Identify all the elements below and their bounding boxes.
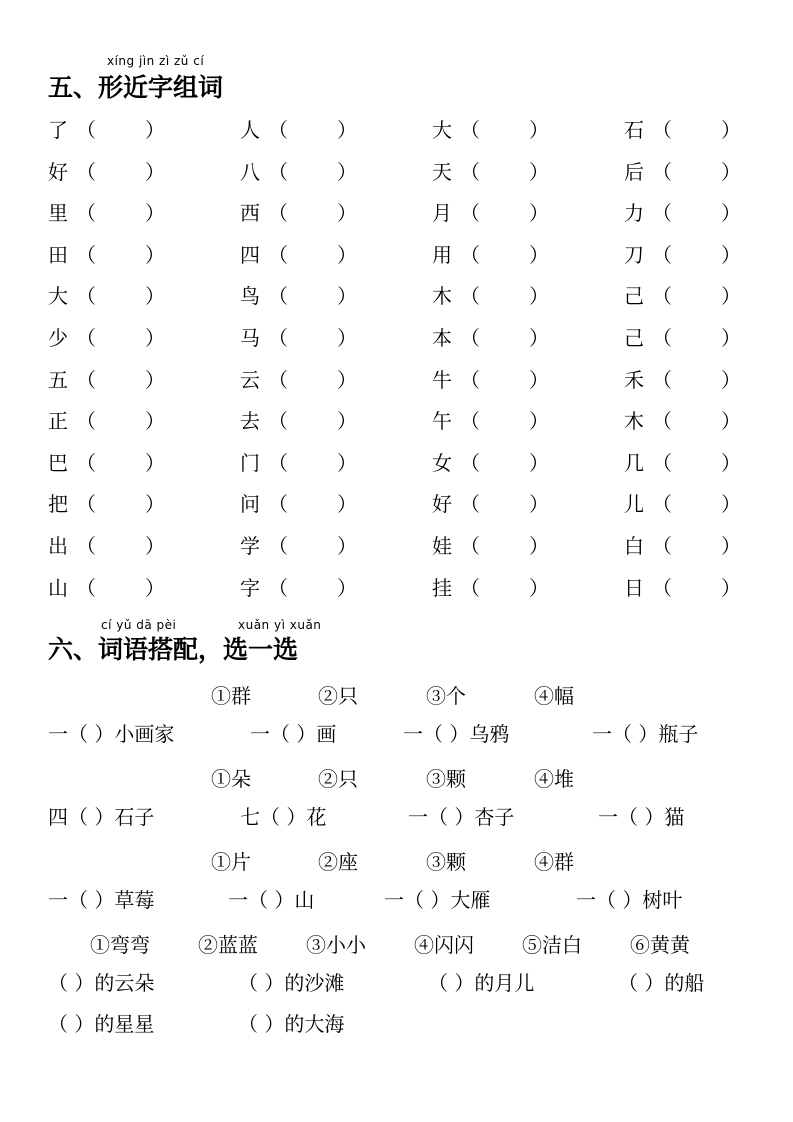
word-cell: [624, 574, 741, 602]
word-cell: [240, 282, 357, 310]
open-paren: （: [76, 118, 96, 142]
word-cell: [240, 449, 357, 477]
option: ⑥黄黄: [630, 933, 690, 957]
close-paren: ）: [145, 576, 165, 600]
word-cell: [240, 407, 357, 435]
character: 巴: [48, 451, 68, 475]
word-cell: [624, 532, 741, 560]
character: 山: [48, 576, 68, 600]
option: ③小小: [306, 933, 366, 957]
word-cell: [240, 366, 357, 394]
fill-item: （ ）的沙滩: [238, 971, 345, 995]
open-paren: （: [268, 160, 288, 184]
word-cell: [624, 282, 741, 310]
open-paren: （: [652, 201, 672, 225]
character: 出: [48, 534, 68, 558]
open-paren: （: [652, 368, 672, 392]
open-paren: （: [76, 492, 96, 516]
fill-item: 一（ ）猫: [598, 805, 685, 829]
open-paren: （: [460, 409, 480, 433]
character: 人: [240, 118, 260, 142]
close-paren: ）: [529, 243, 549, 267]
character: 娃: [432, 534, 452, 558]
word-cell: [432, 490, 549, 518]
open-paren: （: [652, 284, 672, 308]
word-cell: [48, 199, 165, 227]
close-paren: ）: [721, 451, 741, 475]
open-paren: （: [652, 326, 672, 350]
open-paren: （: [460, 243, 480, 267]
open-paren: （: [268, 201, 288, 225]
character: 日: [624, 576, 644, 600]
close-paren: ）: [145, 451, 165, 475]
character: 去: [240, 409, 260, 433]
close-paren: ）: [529, 118, 549, 142]
close-paren: ）: [145, 492, 165, 516]
open-paren: （: [76, 576, 96, 600]
word-cell: [48, 574, 165, 602]
close-paren: ）: [145, 118, 165, 142]
character: 鸟: [240, 284, 260, 308]
word-cell: [240, 199, 357, 227]
word-cell: [624, 449, 741, 477]
open-paren: （: [268, 451, 288, 475]
word-cell: [48, 366, 165, 394]
option: ①弯弯: [90, 933, 150, 957]
close-paren: ）: [721, 243, 741, 267]
character: 门: [240, 451, 260, 475]
character: 马: [240, 326, 260, 350]
word-cell: [48, 241, 165, 269]
fill-item: （ ）的云朵: [48, 971, 155, 995]
fill-item: 四（ ）石子: [48, 805, 155, 829]
close-paren: ）: [721, 409, 741, 433]
fill-item: 一（ ）小画家: [48, 722, 175, 746]
character: 牛: [432, 368, 452, 392]
close-paren: ）: [145, 368, 165, 392]
close-paren: ）: [529, 160, 549, 184]
word-cell: [624, 366, 741, 394]
character: 禾: [624, 368, 644, 392]
word-cell: [48, 532, 165, 560]
open-paren: （: [76, 409, 96, 433]
fill-item: （ ）的月儿: [428, 971, 535, 995]
close-paren: ）: [145, 284, 165, 308]
character: 好: [432, 492, 452, 516]
character: 正: [48, 409, 68, 433]
character: 好: [48, 160, 68, 184]
open-paren: （: [652, 451, 672, 475]
open-paren: （: [652, 409, 672, 433]
word-cell: [240, 324, 357, 352]
close-paren: ）: [337, 409, 357, 433]
word-cell: [240, 241, 357, 269]
open-paren: （: [652, 492, 672, 516]
section6-pinyin-b: xuǎn yì xuǎn: [238, 618, 322, 632]
option: ④闪闪: [414, 933, 474, 957]
word-cell: [624, 407, 741, 435]
close-paren: ）: [145, 409, 165, 433]
open-paren: （: [268, 284, 288, 308]
open-paren: （: [460, 534, 480, 558]
close-paren: ）: [529, 201, 549, 225]
option: ③颗: [426, 767, 466, 791]
word-cell: [432, 282, 549, 310]
open-paren: （: [268, 576, 288, 600]
close-paren: ）: [721, 201, 741, 225]
close-paren: ）: [337, 576, 357, 600]
open-paren: （: [76, 243, 96, 267]
word-cell: [240, 158, 357, 186]
word-cell: [432, 158, 549, 186]
close-paren: ）: [145, 326, 165, 350]
open-paren: （: [460, 576, 480, 600]
character: 五: [48, 368, 68, 392]
close-paren: ）: [145, 201, 165, 225]
word-cell: [432, 241, 549, 269]
close-paren: ）: [337, 451, 357, 475]
close-paren: ）: [337, 326, 357, 350]
fill-item: 一（ ）树叶: [576, 888, 683, 912]
word-cell: [432, 366, 549, 394]
word-cell: [240, 532, 357, 560]
character: 石: [624, 118, 644, 142]
open-paren: （: [76, 284, 96, 308]
word-cell: [48, 324, 165, 352]
option: ②只: [318, 767, 358, 791]
character: 学: [240, 534, 260, 558]
close-paren: ）: [337, 284, 357, 308]
character: 本: [432, 326, 452, 350]
close-paren: ）: [529, 492, 549, 516]
close-paren: ）: [145, 243, 165, 267]
word-cell: [48, 158, 165, 186]
character: 几: [624, 451, 644, 475]
word-cell: [624, 199, 741, 227]
character: 把: [48, 492, 68, 516]
close-paren: ）: [337, 160, 357, 184]
open-paren: （: [268, 243, 288, 267]
word-cell: [240, 574, 357, 602]
character: 木: [432, 284, 452, 308]
word-cell: [48, 490, 165, 518]
close-paren: ）: [529, 576, 549, 600]
open-paren: （: [460, 201, 480, 225]
word-cell: [48, 407, 165, 435]
character: 问: [240, 492, 260, 516]
open-paren: （: [460, 492, 480, 516]
word-cell: [432, 199, 549, 227]
fill-item: （ ）的大海: [238, 1012, 345, 1036]
character: 用: [432, 243, 452, 267]
fill-item: 一（ ）乌鸦: [403, 722, 510, 746]
character: 大: [48, 284, 68, 308]
character: 午: [432, 409, 452, 433]
option: ④幅: [534, 684, 574, 708]
close-paren: ）: [721, 576, 741, 600]
close-paren: ）: [721, 160, 741, 184]
open-paren: （: [652, 576, 672, 600]
character: 了: [48, 118, 68, 142]
open-paren: （: [652, 118, 672, 142]
word-cell: [624, 158, 741, 186]
open-paren: （: [652, 160, 672, 184]
character: 挂: [432, 576, 452, 600]
character: 儿: [624, 492, 644, 516]
option: ④堆: [534, 767, 574, 791]
fill-item: 一（ ）大雁: [384, 888, 491, 912]
option: ④群: [534, 850, 574, 874]
open-paren: （: [460, 160, 480, 184]
close-paren: ）: [529, 409, 549, 433]
character: 己: [624, 284, 644, 308]
fill-item: 一（ ）杏子: [408, 805, 515, 829]
close-paren: ）: [721, 492, 741, 516]
open-paren: （: [268, 534, 288, 558]
open-paren: （: [460, 118, 480, 142]
open-paren: （: [76, 368, 96, 392]
option: ①片: [211, 850, 251, 874]
open-paren: （: [652, 534, 672, 558]
close-paren: ）: [529, 368, 549, 392]
option: ③个: [426, 684, 466, 708]
fill-item: 一（ ）画: [250, 722, 337, 746]
close-paren: ）: [337, 201, 357, 225]
word-cell: [432, 116, 549, 144]
open-paren: （: [268, 368, 288, 392]
section5-pinyin: xíng jìn zì zǔ cí: [107, 54, 205, 68]
character: 少: [48, 326, 68, 350]
character: 大: [432, 118, 452, 142]
character: 力: [624, 201, 644, 225]
open-paren: （: [268, 118, 288, 142]
option: ②蓝蓝: [198, 933, 258, 957]
character: 西: [240, 201, 260, 225]
close-paren: ）: [721, 368, 741, 392]
character: 己: [624, 326, 644, 350]
word-cell: [432, 407, 549, 435]
fill-item: （ ）的船: [618, 971, 705, 995]
character: 四: [240, 243, 260, 267]
word-cell: [624, 490, 741, 518]
open-paren: （: [652, 243, 672, 267]
close-paren: ）: [721, 534, 741, 558]
character: 白: [624, 534, 644, 558]
close-paren: ）: [529, 326, 549, 350]
open-paren: （: [76, 326, 96, 350]
open-paren: （: [460, 284, 480, 308]
open-paren: （: [268, 492, 288, 516]
close-paren: ）: [721, 284, 741, 308]
word-cell: [624, 116, 741, 144]
open-paren: （: [76, 201, 96, 225]
section6-pinyin-a: cí yǔ dā pèi: [101, 618, 177, 632]
fill-item: 七（ ）花: [240, 805, 327, 829]
close-paren: ）: [529, 284, 549, 308]
close-paren: ）: [337, 368, 357, 392]
close-paren: ）: [721, 118, 741, 142]
word-cell: [432, 324, 549, 352]
character: 月: [432, 201, 452, 225]
character: 女: [432, 451, 452, 475]
word-cell: [48, 116, 165, 144]
word-cell: [624, 324, 741, 352]
character: 字: [240, 576, 260, 600]
close-paren: ）: [145, 534, 165, 558]
fill-item: 一（ ）草莓: [48, 888, 155, 912]
open-paren: （: [76, 451, 96, 475]
word-cell: [624, 241, 741, 269]
fill-item: （ ）的星星: [48, 1012, 155, 1036]
word-cell: [48, 449, 165, 477]
section6-title: 六、词语搭配，选一选: [48, 635, 299, 664]
word-cell: [432, 532, 549, 560]
word-cell: [432, 574, 549, 602]
close-paren: ）: [337, 243, 357, 267]
word-cell: [240, 116, 357, 144]
character: 八: [240, 160, 260, 184]
close-paren: ）: [337, 534, 357, 558]
open-paren: （: [268, 409, 288, 433]
close-paren: ）: [337, 118, 357, 142]
close-paren: ）: [529, 451, 549, 475]
section5-title: 五、形近字组词: [48, 73, 224, 102]
open-paren: （: [268, 326, 288, 350]
open-paren: （: [76, 160, 96, 184]
option: ③颗: [426, 850, 466, 874]
option: ①朵: [211, 767, 251, 791]
open-paren: （: [460, 368, 480, 392]
option: ②只: [318, 684, 358, 708]
word-cell: [48, 282, 165, 310]
fill-item: 一（ ）山: [228, 888, 315, 912]
character: 天: [432, 160, 452, 184]
character: 田: [48, 243, 68, 267]
open-paren: （: [460, 451, 480, 475]
close-paren: ）: [145, 160, 165, 184]
fill-item: 一（ ）瓶子: [592, 722, 699, 746]
open-paren: （: [76, 534, 96, 558]
character: 后: [624, 160, 644, 184]
word-cell: [240, 490, 357, 518]
character: 里: [48, 201, 68, 225]
option: ①群: [211, 684, 251, 708]
option: ②座: [318, 850, 358, 874]
open-paren: （: [460, 326, 480, 350]
character: 刀: [624, 243, 644, 267]
close-paren: ）: [721, 326, 741, 350]
character: 云: [240, 368, 260, 392]
option: ⑤洁白: [522, 933, 582, 957]
close-paren: ）: [529, 534, 549, 558]
character: 木: [624, 409, 644, 433]
word-cell: [432, 449, 549, 477]
close-paren: ）: [337, 492, 357, 516]
